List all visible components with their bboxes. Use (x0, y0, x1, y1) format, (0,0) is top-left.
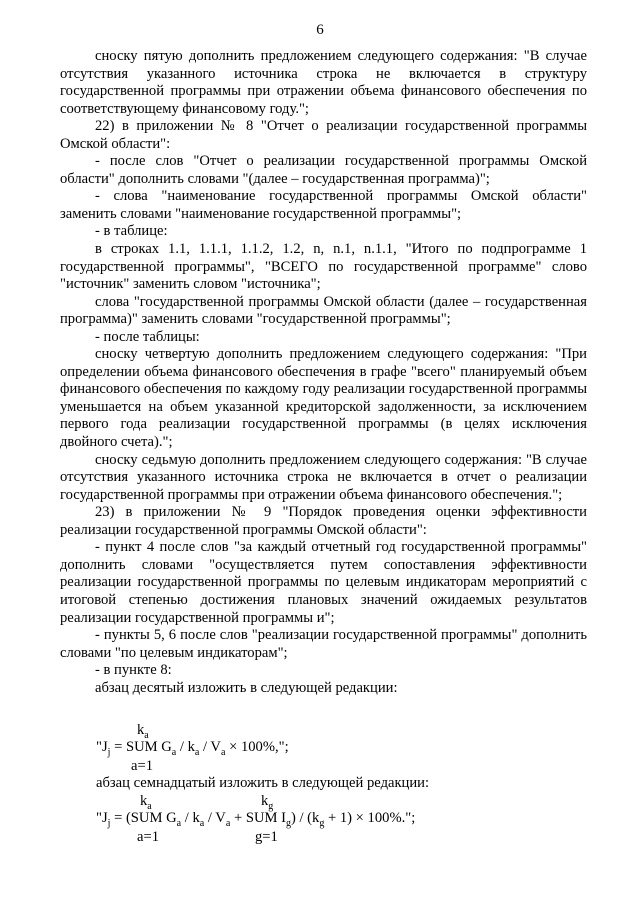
paragraph: 23) в приложении № 9 "Порядок проведения оценки эффективности реализации государственной программы Омской области": (60, 504, 587, 538)
paragraph: сноску четвертую дополнить предложением следующего содержания: "При определении объема финансового обеспечения в графе "всего" планируемый объем финансового обеспечения по каждому году реализации государственной программы уменьшается на объем указанной кредиторской задолженности, за исключением первого года реализации государственной программы (в целях исключения двойного счета)."; (60, 346, 587, 451)
paragraph: сноску пятую дополнить предложением следующего содержания: "В случае отсутствия указанного источника строка не включается в структуру государственной программы при отражении объема финансового обеспечения по соответствующему финансовому году."; (60, 48, 587, 117)
paragraph: слова "государственной программы Омской области (далее – государственная программа)" заменить словами "государственной программы"; (60, 293, 587, 328)
formula2-upper-limit-g: $k_g$ (261, 793, 274, 812)
paragraph: - пункт 4 после слов "за каждый отчетный год государственной программы" дополнить словами "осуществляется путем сопоставления эффективности реализации государственной программы по целевым индикаторам мероприятий с итоговой степенью достижения плановых значений ожидаемых результатов реализации государственной программы и"; (60, 539, 587, 626)
formula2-lower-limit-a: a=1 (137, 829, 160, 845)
paragraph: в строках 1.1, 1.1.1, 1.1.2, 1.2, n, n.1, n.1.1, "Итого по подпрограмме 1 государственной программы", "ВСЕГО по государственной программе" слово "источник" заменить словом "источника"; (60, 241, 587, 293)
formula2-main: "$J_j = (SUM$ $G_a / k_a / V_a$ + SUM $I_g) / (k_g + 1) \times 100\%$."; (96, 810, 416, 829)
formula2-upper-limit-a: $k_a$ (140, 793, 152, 812)
paragraph: - после таблицы: (95, 328, 200, 345)
paragraph: - слова "наименование государственной программы Омской области" заменить словами "наименование государственной программы"; (60, 188, 587, 222)
paragraph: - после слов "Отчет о реализации государственной программы Омской области" дополнить словами "(далее – государственная программа)"; (60, 153, 587, 187)
paragraph: 22) в приложении № 8 "Отчет о реализации государственной программы Омской области": (60, 118, 587, 152)
formula1-lower-limit: a=1 (131, 758, 154, 774)
page-number: 6 (316, 22, 324, 38)
paragraph: сноску седьмую дополнить предложением следующего содержания: "В случае отсутствия указанного источника строка не включается в отчет о реализации государственной программы при отражении объема финансового обеспечения."; (60, 451, 587, 503)
paragraph: - в таблице: (95, 223, 168, 240)
formula1-upper-limit: $k_a$ (137, 722, 149, 741)
formula2-lower-limit-g: g=1 (255, 829, 278, 845)
paragraph: абзац десятый изложить в следующей редакции: (95, 679, 398, 696)
paragraph: - в пункте 8: (95, 662, 172, 679)
formula1-main: "$J_j$ = SUM $G_a / k_a / V_a \times 100\%$,"; (96, 739, 289, 758)
paragraph: абзац семнадцатый изложить в следующей редакции: (96, 775, 430, 791)
document-body (60, 48, 587, 697)
paragraph: - пункты 5, 6 после слов "реализации государственной программы" дополнить словами "по целевым индикаторам"; (60, 627, 587, 661)
